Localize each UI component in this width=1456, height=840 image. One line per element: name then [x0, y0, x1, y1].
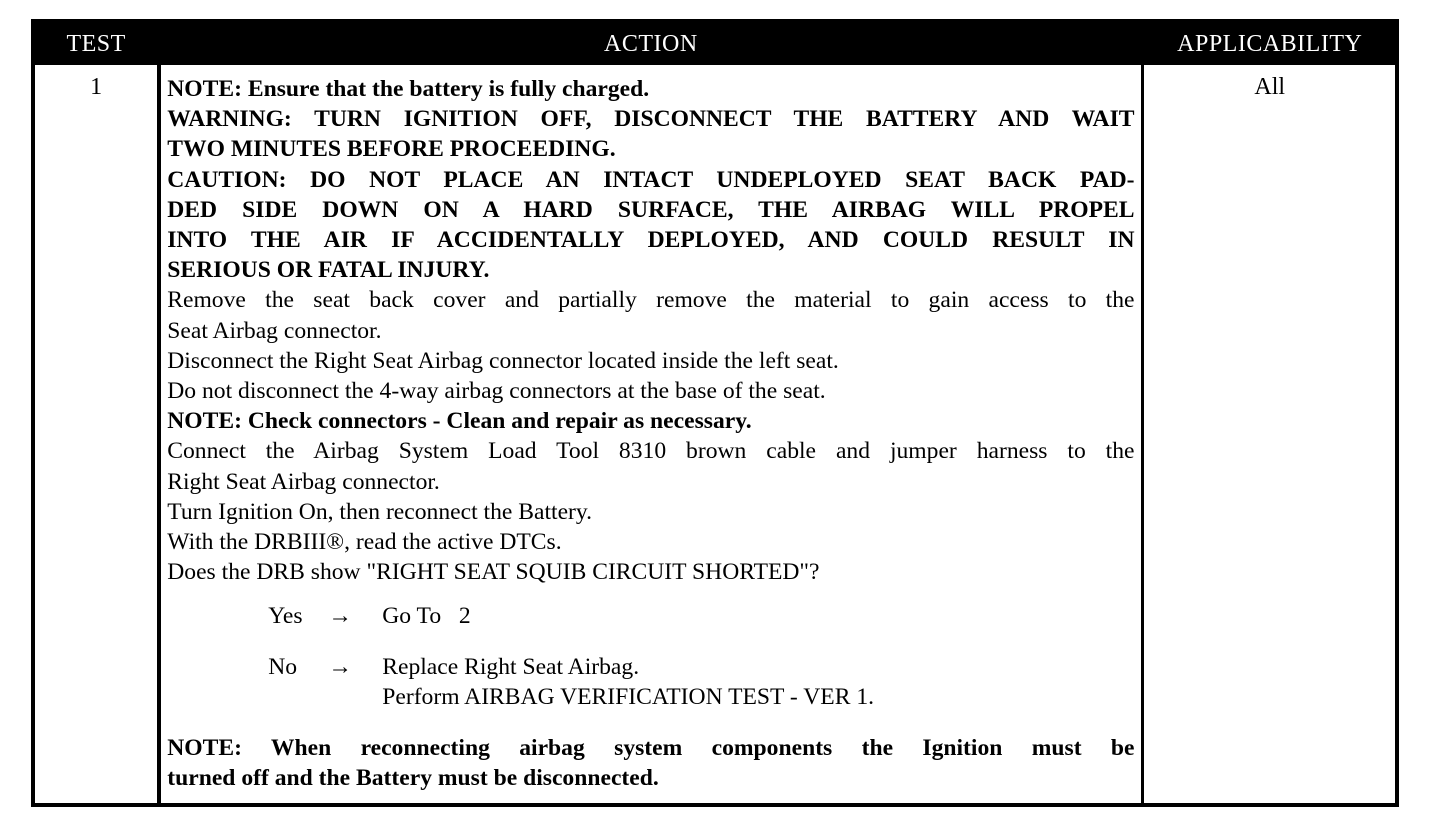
table-header: [35, 23, 1395, 65]
choice-yes: [268, 601, 1134, 631]
final-note-line-2: turned off and the Battery must be disconnected.: [167, 765, 659, 792]
warning-line-2: TWO MINUTES BEFORE PROCEEDING.: [167, 136, 616, 163]
note-battery: NOTE: Ensure that the battery is fully charged.: [167, 76, 650, 102]
caution-line-4: SERIOUS OR FATAL INJURY.: [167, 257, 490, 284]
no-result-line-2: Perform AIRBAG VERIFICATION TEST - VER 1.: [382, 683, 875, 710]
no-result-line-1: Replace Right Seat Airbag.: [382, 653, 640, 680]
test-number: 1: [90, 74, 103, 100]
final-note: [167, 733, 1134, 793]
applicability-value: All: [1254, 74, 1286, 100]
choice-no-label: No: [268, 653, 298, 680]
caution-line-2: DED SIDE DOWN ON A HARD SURFACE, THE AIRBAG WILL PROPEL: [167, 196, 1135, 223]
final-note-line-1: NOTE: When reconnecting airbag system components the Ignition must be: [167, 735, 1135, 762]
choice-yes-result: [382, 601, 1134, 631]
table-row: [35, 65, 1395, 803]
header-test: TEST: [66, 30, 126, 57]
disconnect-line: Disconnect the Right Seat Airbag connector located inside the left seat.: [167, 347, 839, 374]
read-dtcs-line: With the DRBIII®, read the active DTCs.: [167, 529, 562, 556]
arrow-right-icon: →: [328, 653, 352, 680]
choice-no: [268, 652, 1134, 712]
header-action: ACTION: [604, 30, 698, 57]
action-cell: [161, 65, 1140, 803]
remove-line-2: Seat Airbag connector.: [167, 317, 382, 344]
do-not-disconnect-line: Do not disconnect the 4-way airbag connectors at the base of the seat.: [167, 378, 826, 405]
choice-no-result: [382, 652, 1134, 712]
ignition-on-line: Turn Ignition On, then reconnect the Battery.: [167, 498, 593, 525]
diagnostic-table: [31, 19, 1399, 807]
header-applicability: APPLICABILITY: [1177, 30, 1363, 57]
answer-choices: [167, 601, 1134, 712]
caution-line-3: INTO THE AIR IF ACCIDENTALLY DEPLOYED, AND COULD RESULT IN: [167, 227, 1135, 254]
connect-line-2: Right Seat Airbag connector.: [167, 468, 440, 495]
note-connectors: NOTE: Check connectors - Clean and repair as necessary.: [167, 408, 752, 435]
question-line: Does the DRB show "RIGHT SEAT SQUIB CIRCUIT SHORTED"?: [167, 559, 820, 586]
caution-line-1: CAUTION: DO NOT PLACE AN INTACT UNDEPLOYED SEAT BACK PAD-: [167, 166, 1135, 193]
warning-line-1: WARNING: TURN IGNITION OFF, DISCONNECT THE BATTERY AND WAIT: [167, 106, 1135, 133]
choice-yes-label: Yes: [268, 603, 303, 630]
remove-line-1: Remove the seat back cover and partially remove the material to gain access to the: [167, 287, 1135, 314]
connect-line-1: Connect the Airbag System Load Tool 8310 brown cable and jumper harness to the: [167, 438, 1135, 465]
arrow-right-icon: →: [328, 603, 352, 630]
goto-text: Go To 2: [382, 603, 471, 630]
